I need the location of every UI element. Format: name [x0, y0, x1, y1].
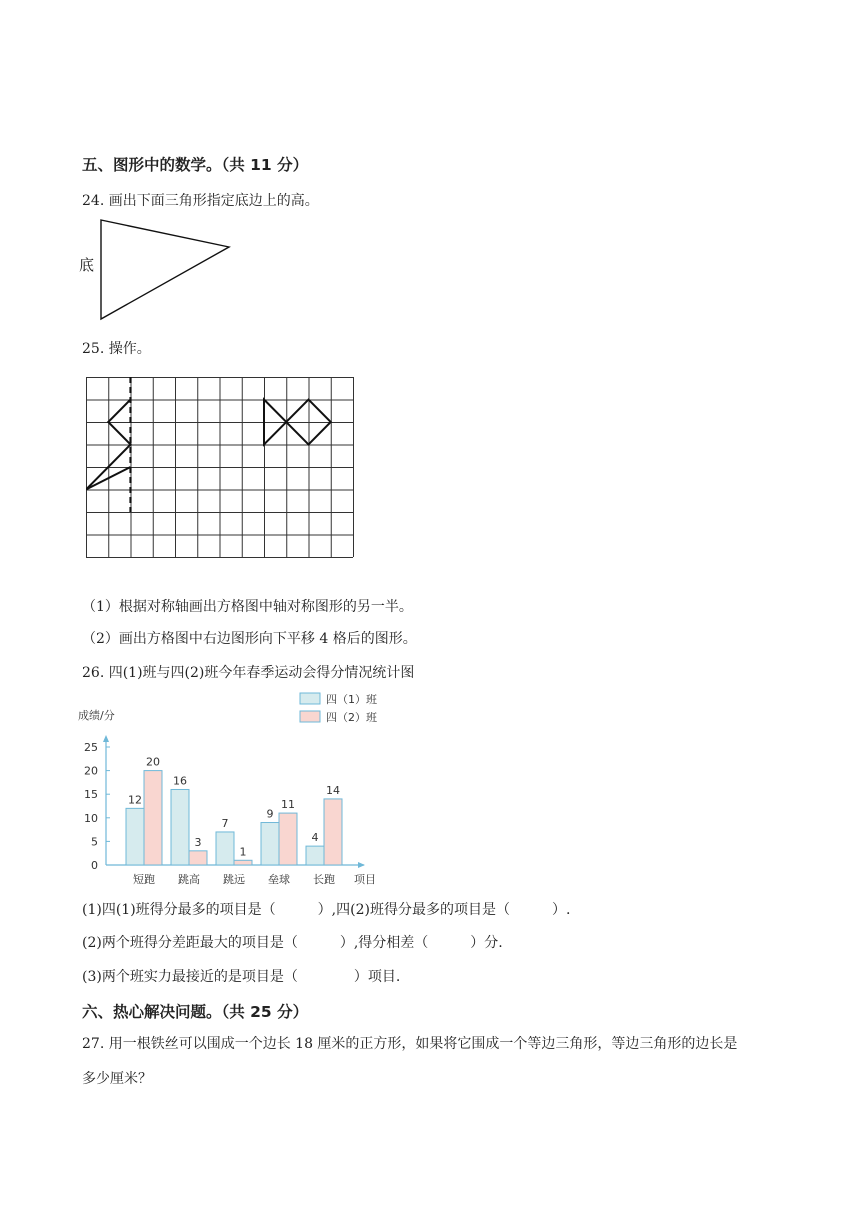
question-26-part2: (2)两个班得分差距最大的项目是（ ）,得分相差（ ）分. [82, 935, 503, 951]
y-tick-label: 0 [91, 859, 98, 872]
y-axis-label: 成绩/分 [78, 709, 115, 722]
legend-label: 四（2）班 [326, 711, 377, 724]
y-tick-label: 10 [84, 811, 98, 825]
question-24-text: 24. 画出下面三角形指定底边上的高。 [82, 193, 319, 209]
bar-chart [76, 688, 396, 888]
bar-value-label: 7 [221, 816, 229, 830]
question-25-sub2: （2）画出方格图中右边图形向下平移 4 格后的图形。 [82, 631, 417, 647]
category-label: 跳高 [178, 873, 200, 886]
y-tick-label: 25 [84, 741, 98, 754]
bar [306, 846, 324, 865]
bar [171, 789, 189, 865]
bar [189, 851, 207, 865]
bar-value-label: 3 [194, 835, 202, 849]
bar-value-label: 12 [128, 793, 142, 807]
x-axis-label: 项目 [354, 873, 376, 886]
bar-value-label: 4 [311, 831, 319, 845]
question-25-sub1: （1）根据对称轴画出方格图中轴对称图形的另一半。 [82, 599, 413, 615]
y-axis-arrow [103, 735, 109, 742]
category-label: 垒球 [268, 873, 290, 886]
triangle-figure [76, 214, 246, 326]
bar [279, 813, 297, 865]
bar [261, 823, 279, 865]
section-6-title: 六、热心解决问题。（共 25 分） [82, 1003, 309, 1021]
bar-value-label: 20 [146, 755, 160, 769]
bar [126, 808, 144, 865]
question-27-line1: 27. 用一根铁丝可以围成一个边长 18 厘米的正方形，如果将它围成一个等边三角形，等边三角形的边长是 [82, 1036, 738, 1052]
base-label: 底 [79, 256, 95, 274]
bar-value-label: 11 [281, 798, 295, 812]
category-label: 短跑 [133, 873, 155, 886]
question-26-part3: (3)两个班实力最接近的是项目是（ ）项目. [82, 969, 401, 985]
triangle-shape [101, 220, 229, 319]
question-26-text: 26. 四(1)班与四(2)班今年春季运动会得分情况统计图 [82, 665, 415, 681]
question-27-line2: 多少厘米？ [82, 1071, 152, 1087]
bar-value-label: 9 [266, 807, 274, 821]
legend-swatch [300, 711, 320, 722]
question-26-part1: (1)四(1)班得分最多的项目是（ ）,四(2)班得分最多的项目是（ ）. [82, 902, 571, 918]
bar-value-label: 16 [173, 774, 187, 788]
grid-figure [86, 377, 356, 559]
bar-value-label: 14 [326, 783, 340, 797]
y-tick-label: 5 [91, 835, 98, 849]
category-label: 跳远 [223, 873, 245, 886]
bar [234, 860, 252, 865]
section-5-title: 五、图形中的数学。（共 11 分） [82, 156, 309, 174]
x-axis-arrow [358, 862, 365, 868]
question-25-text: 25. 操作。 [82, 341, 151, 357]
y-tick-label: 15 [84, 788, 98, 802]
legend-swatch [300, 693, 320, 704]
legend-label: 四（1）班 [326, 693, 377, 706]
bar [324, 799, 342, 865]
y-tick-label: 20 [84, 764, 98, 778]
bar [144, 771, 162, 865]
category-label: 长跑 [313, 873, 335, 886]
bar [216, 832, 234, 865]
bar-value-label: 1 [239, 845, 247, 859]
